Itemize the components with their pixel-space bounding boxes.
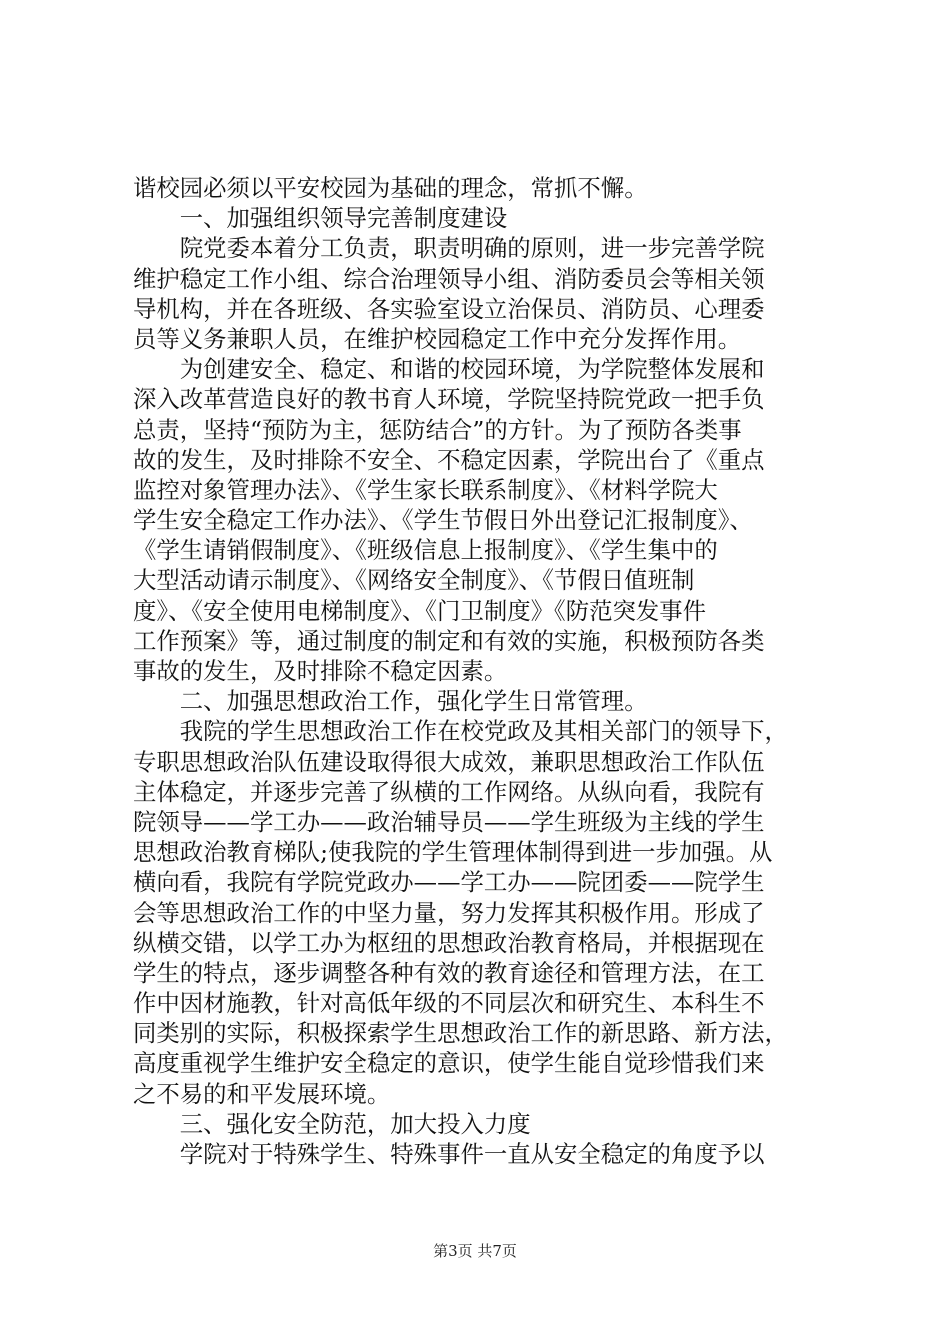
text-line: 主体稳定，并逐步完善了纵横的工作网络。从纵向看，我院有 [133,777,765,806]
text-line: 院领导——学工办——政治辅导员——学生班级为主线的学生 [133,807,765,836]
text-line: 作中因材施教，针对高低年级的不同层次和研究生、本科生不 [133,989,765,1018]
text-line: 大型活动请示制度》、《网络安全制度》、《节假日值班制 [133,566,695,595]
text-line: 导机构，并在各班级、各实验室设立治保员、消防员、心理委 [133,294,765,323]
text-line: 工作预案》等，通过制度的制定和有效的实施，积极预防各类 [133,626,765,655]
text-line: 二、加强思想政治工作，强化学生日常管理。 [133,687,648,716]
text-line: 学生的特点，逐步调整各种有效的教育途径和管理方法，在工 [133,958,765,987]
text-line: 一、加强组织领导完善制度建设 [133,204,508,233]
text-line: 同类别的实际，积极探索学生思想政治工作的新思路、新方法， [133,1019,788,1048]
text-line: 横向看，我院有学院党政办——学工办——院团委——院学生 [133,868,765,897]
text-line: 纵横交错，以学工办为枢纽的思想政治教育格局，并根据现在 [133,928,765,957]
text-line: 谐校园必须以平安校园为基础的理念，常抓不懈。 [133,174,648,202]
text-line: 院党委本着分工负责，职责明确的原则，进一步完善学院 [133,234,765,263]
page-footer: 第3页 共7页 [433,1242,517,1260]
text-line: 故的发生，及时排除不安全、不稳定因素，学院出台了《重点 [133,445,765,474]
text-line: 我院的学生思想政治工作在校党政及其相关部门的领导下， [133,717,788,746]
text-line: 高度重视学生维护安全稳定的意识，使学生能自觉珍惜我们来 [133,1049,765,1078]
text-line: 度》、《安全使用电梯制度》、《门卫制度》《防范突发事件 [133,596,707,625]
text-line: 思想政治教育梯队;使我院的学生管理体制得到进一步加强。从 [133,838,773,867]
text-line: 会等思想政治工作的中坚力量，努力发挥其积极作用。形成了 [133,898,765,927]
text-line: 事故的发生，及时排除不稳定因素。 [133,657,508,685]
text-line: 专职思想政治队伍建设取得很大成效，兼职思想政治工作队伍 [133,747,765,776]
text-line: 为创建安全、稳定、和谐的校园环境，为学院整体发展和 [133,355,765,384]
text-line: 之不易的和平发展环境。 [133,1079,391,1108]
text-line: 三、强化安全防范，加大投入力度 [133,1109,531,1138]
text-line: 维护稳定工作小组、综合治理领导小组、消防委员会等相关领 [133,264,765,293]
text-line: 总责，坚持“预防为主，惩防结合”的方针。为了预防各类事 [133,415,742,444]
text-line: 监控对象管理办法》、《学生家长联系制度》、《材料学院大 [133,475,718,504]
document-body [133,173,829,1169]
text-line: 深入改革营造良好的教书育人环境，学院坚持院党政一把手负 [133,385,765,414]
text-line: 学生安全稳定工作办法》、《学生节假日外出登记汇报制度》、 [133,506,753,535]
text-line: 《学生请销假制度》、《班级信息上报制度》、《学生集中的 [133,536,718,565]
text-line: 员等义务兼职人员，在维护校园稳定工作中充分发挥作用。 [133,324,742,353]
text-line: 学院对于特殊学生、特殊事件一直从安全稳定的角度予以 [133,1140,765,1168]
